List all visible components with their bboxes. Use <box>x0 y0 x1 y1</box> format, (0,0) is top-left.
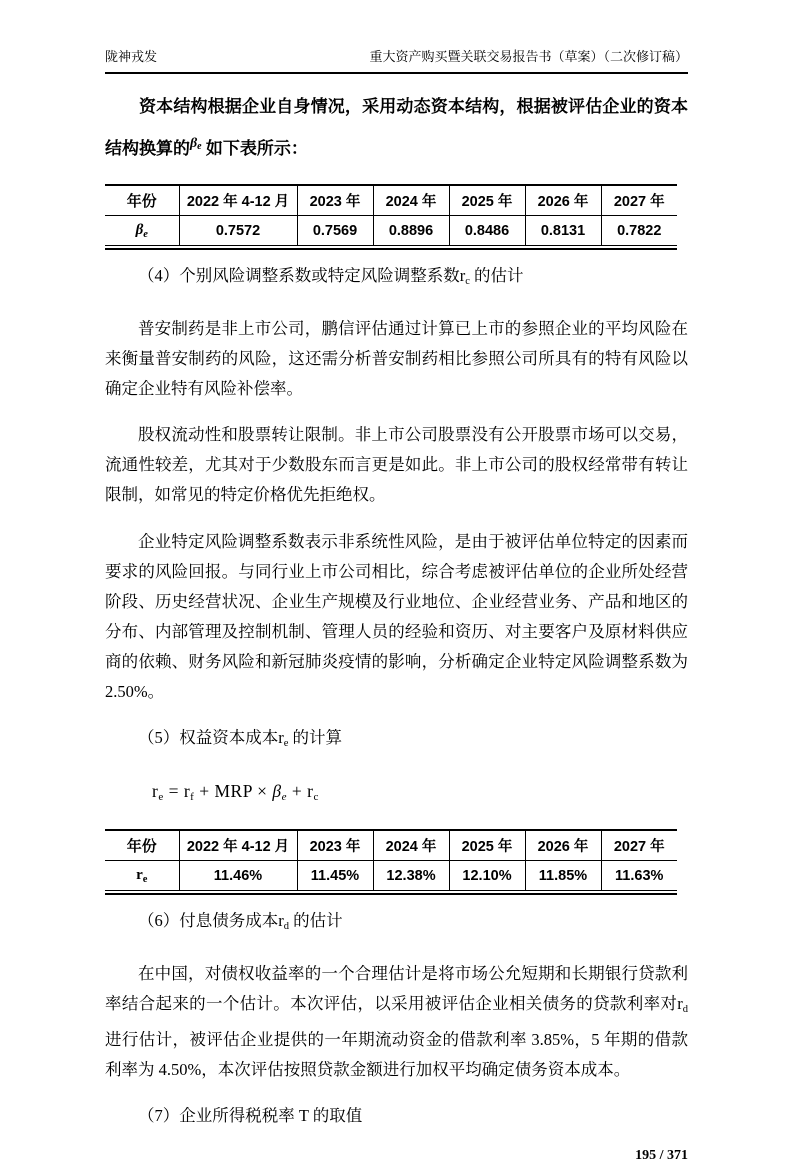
equity-cost-table-grid <box>105 831 677 891</box>
heading-5-equity-cost: （5）权益资本成本$r_e$ 的计算 <box>138 728 343 749</box>
equity-cost-header-2025: 2025 年 <box>449 831 525 861</box>
re-value-2027: 11.63% <box>601 861 677 891</box>
beta-table-header-2024: 2024 年 <box>373 186 449 216</box>
paragraph-specific-risk-factors: 企业特定风险调整系数表示非系统性风险，是由于被评估单位特定的因素而要求的风险回报。与同行业上市公司相比，综合考虑被评估单位的企业所处经营阶段、历史经营状况、企业生产规模及行业地位、企业经营业务、产品和地区的分布、内部管理及控制机制、管理人员的经验和资历、对主要客户及原材料供应商的依赖、财务风险和新冠肺炎疫情的影响，分析确定企业特定风险调整系数为 2.50%。 <box>105 531 688 701</box>
paragraph-debt-cost: 在中国，对债权收益率的一个合理估计是将市场公允短期和长期银行贷款利率结合起来的一个估计。本次评估，以采用被评估企业相关债务的贷款利率对$r_d$进行估计，被评估企业提供的一年期流动资金的借款利率 3.85%，5 年期的借款利率为 4.50%，本次评估按照贷款金额进行加权平均确定债务资本成本。 <box>105 963 688 1079</box>
beta-e-inline-formula: βe <box>190 136 202 152</box>
re-value-2025: 12.10% <box>449 861 525 891</box>
heading-4-specific-risk: （4）个别风险调整系数或特定风险调整系数$r_c$ 的估计 <box>138 266 524 287</box>
equity-cost-data-row <box>105 861 677 891</box>
equity-cost-header-2026: 2026 年 <box>525 831 601 861</box>
beta-table-header-2022: 2022 年 4-12 月 <box>179 186 297 216</box>
header-left-title: 陇神戎发 <box>105 49 158 64</box>
beta-value-2023: 0.7569 <box>297 216 373 246</box>
paragraph-liquidity: 股权流动性和股票转让限制。非上市公司股票没有公开股票市场可以交易，流通性较差，尤其对于少数股东而言更是如此。非上市公司的股权经常带有转让限制，如常见的特定价格优先拒绝权。 <box>105 425 688 504</box>
beta-row-label: $\beta_e$ <box>105 216 179 246</box>
equity-cost-header-2027: 2027 年 <box>601 831 677 861</box>
beta-table-header-2023: 2023 年 <box>297 186 373 216</box>
heading-6-debt-cost: （6）付息债务成本$r_d$ 的估计 <box>138 911 343 932</box>
beta-value-2022: 0.7572 <box>179 216 297 246</box>
beta-table-header-row <box>105 186 677 216</box>
beta-table-header-2026: 2026 年 <box>525 186 601 216</box>
re-value-2024: 12.38% <box>373 861 449 891</box>
equity-cost-header-2022: 2022 年 4-12 月 <box>179 831 297 861</box>
formula-rc: + $r_c$ <box>287 780 319 803</box>
beta-table-data-row <box>105 216 677 246</box>
formula-re: $r_e$ <box>152 780 164 803</box>
re-value-2022: 11.46% <box>179 861 297 891</box>
lead-text-1: 资本结构根据企业自身情况，采用动态资本结构，根据被评估企业的资本结构换算的 <box>105 97 688 158</box>
beta-value-2027: 0.7822 <box>601 216 677 246</box>
equity-cost-header-year: 年份 <box>105 831 179 861</box>
beta-value-2025: 0.8486 <box>449 216 525 246</box>
equity-cost-header-2024: 2024 年 <box>373 831 449 861</box>
header-right-title: 重大资产购买暨关联交易报告书（草案）（二次修订稿） <box>369 49 688 64</box>
beta-table-header-year: 年份 <box>105 186 179 216</box>
capm-formula <box>152 776 688 812</box>
equity-cost-header-row <box>105 831 677 861</box>
lead-paragraph <box>105 88 688 167</box>
heading-7-tax-rate: （7）企业所得税税率 T 的取值 <box>138 1106 363 1125</box>
page-header <box>105 48 688 74</box>
beta-value-2024: 0.8896 <box>373 216 449 246</box>
beta-value-2026: 0.8131 <box>525 216 601 246</box>
page-number: 195 / 371 <box>635 1147 688 1163</box>
equity-cost-header-2023: 2023 年 <box>297 831 373 861</box>
lead-text-2: 如下表所示： <box>201 139 308 158</box>
beta-table <box>105 184 677 250</box>
beta-table-header-2025: 2025 年 <box>449 186 525 216</box>
re-value-2026: 11.85% <box>525 861 601 891</box>
formula-mrp: + MRP × <box>194 780 273 801</box>
formula-rf: = $r_f$ <box>163 780 195 803</box>
equity-cost-table <box>105 829 677 895</box>
equity-cost-row-label: $r_e$ <box>105 861 179 891</box>
paragraph-puan-risk: 普安制药是非上市公司，鹏信评估通过计算已上市的参照企业的平均风险在来衡量普安制药的风险，这还需分析普安制药相比参照公司所具有的特有风险以确定企业特有风险补偿率。 <box>105 318 688 398</box>
formula-beta: $\beta_e$ <box>272 780 288 803</box>
beta-table-grid <box>105 186 677 246</box>
beta-table-header-2027: 2027 年 <box>601 186 677 216</box>
re-value-2023: 11.45% <box>297 861 373 891</box>
